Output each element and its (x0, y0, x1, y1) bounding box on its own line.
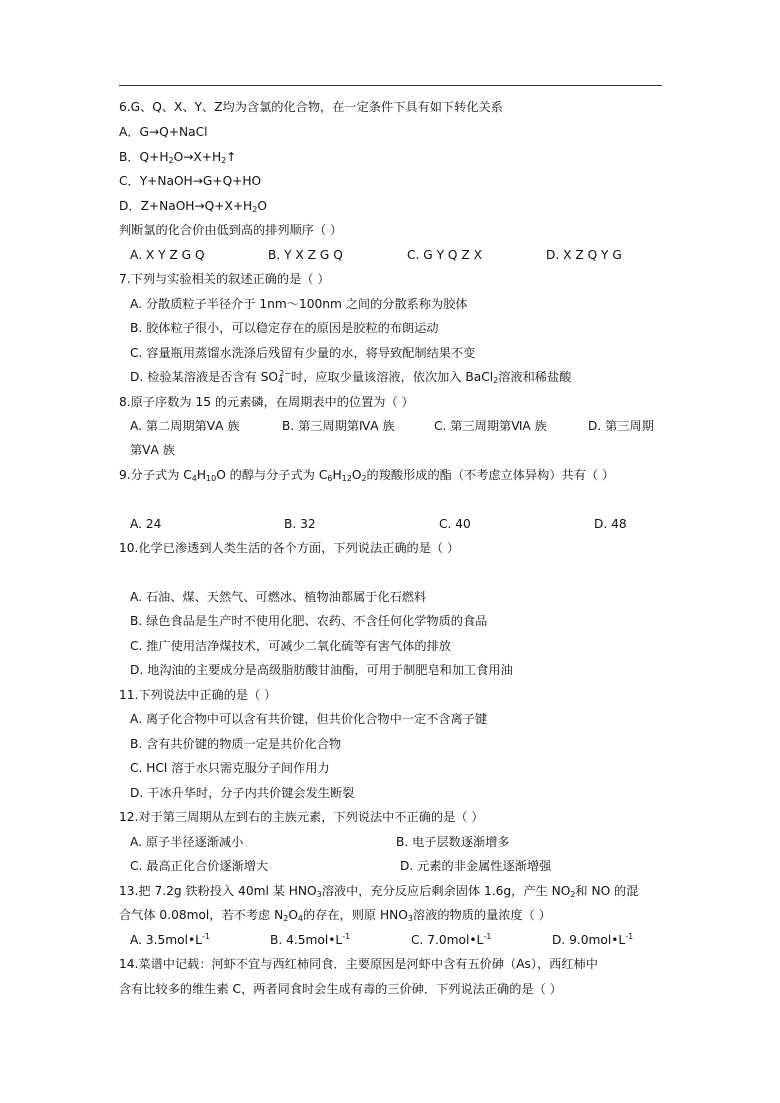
q6-stem: 6.G、Q、X、Y、Z均为含氯的化合物，在一定条件下具有如下转化关系 (119, 100, 503, 114)
q6-option-b: B. Y X Z G Q (268, 248, 343, 262)
q12-option-d: D. 元素的非金属性逐渐增强 (400, 859, 552, 873)
q13-option-d: D. $9.0mol•L^{-1}$ (552, 932, 634, 947)
q13-stem-line2: 合气体 0.08mol，若不考虑 $N_2O_4$的存在，则原 $HNO_3$溶液的物质的量浓度（ ） (119, 908, 551, 923)
q10-option-b: B. 绿色食品是生产时不使用化肥、农药、不含任何化学物质的食品 (130, 614, 488, 628)
q6-reaction-c: C．Y+NaOH→G+Q+HO (119, 174, 262, 188)
q6-judge: 判断氯的化合价由低到高的排列顺序（ ） (119, 223, 343, 237)
q12-option-a: A. 原子半径逐渐减小 (130, 835, 244, 849)
q8-option-d: D. 第三周期 (588, 419, 654, 433)
q13-option-a: A. $3.5mol•L^{-1}$ (130, 932, 210, 947)
q7-option-a: A. 分散质粒子半径介于 1nm～100nm 之间的分散系称为胶体 (130, 297, 468, 311)
q14-stem-line2: 含有比较多的维生素 C，两者同食时会生成有毒的三价砷．下列说法正确的是（ ） (119, 982, 562, 996)
q6-reaction-b: B．$Q+H_2O\to X+H_2↑$ (119, 150, 237, 165)
q13-option-c: C. $7.0mol•L^{-1}$ (411, 932, 492, 947)
q11-option-d: D. 干冰升华时，分子内共价键会发生断裂 (130, 786, 355, 800)
q6-option-d: D. X Z Q Y G (546, 248, 622, 262)
q7-stem: 7.下列与实验相关的叙述正确的是（ ） (119, 272, 330, 286)
q10-option-c: C. 推广使用洁净煤技术，可减少二氧化硫等有害气体的排放 (130, 639, 451, 653)
q11-stem: 11.下列说法中正确的是（ ） (119, 688, 277, 702)
q6-reaction-d: D．$Z+NaOH\to Q+X+H_2O$ (119, 199, 267, 214)
q7-option-d: D. 检验某溶液是否含有 $SO_4^{2-}$时，应取少量该溶液，依次加入 BaCl$_2$溶液和稀盐酸 (130, 369, 572, 385)
q7-option-c: C. 容量瓶用蒸馏水洗涤后残留有少量的水，将导致配制结果不变 (130, 346, 476, 360)
q12-option-c: C. 最高正化合价逐渐增大 (130, 859, 269, 873)
q6-option-c: C. G Y Q Z X (407, 248, 482, 262)
q8-stem: 8.原子序数为 15 的元素磷，在周期表中的位置为（ ） (119, 395, 414, 409)
q9-option-b: B. 32 (284, 517, 316, 531)
q9-option-a: A. 24 (130, 517, 162, 531)
q13-stem-line1: 13.把 7.2g 铁粉投入 40ml 某 $HNO_3$溶液中，充分反应后剩余固体 1.6g，产生 $NO_2$和 NO 的混 (119, 884, 639, 899)
q6-option-a: A. X Y Z G Q (130, 248, 205, 262)
q7-option-b: B. 胶体粒子很小，可以稳定存在的原因是胶粒的布朗运动 (130, 321, 439, 335)
q8-option-b: B. 第三周期第ⅣA 族 (282, 419, 395, 433)
q9-option-d: D. 48 (594, 517, 627, 531)
q9-option-c: C. 40 (439, 517, 471, 531)
q8-option-c: C. 第三周期第ⅥA 族 (434, 419, 547, 433)
q8-option-d-wrap: 第ⅤA 族 (130, 443, 175, 457)
q12-option-b: B. 电子层数逐渐增多 (396, 835, 510, 849)
q8-option-a: A. 第二周期第ⅤA 族 (130, 419, 240, 433)
q10-option-d: D. 地沟油的主要成分是高级脂肪酸甘油酯，可用于制肥皂和加工食用油 (130, 663, 513, 677)
q9-stem: 9.分子式为 $C_4H_{10}O$ 的醇与分子式为 $C_6H_{12}O_2$的羧酸形成的酯（不考虑立体异构）共有（ ） (119, 468, 615, 483)
q12-stem: 12.对于第三周期从左到右的主族元素，下列说法中不正确的是（ ） (119, 810, 484, 824)
q10-stem: 10.化学已渗透到人类生活的各个方面，下列说法正确的是（ ） (119, 541, 460, 555)
q11-option-c: C. HCl 溶于水只需克服分子间作用力 (130, 761, 330, 775)
q11-option-b: B. 含有共价键的物质一定是共价化合物 (130, 737, 342, 751)
q14-stem-line1: 14.菜谱中记载：河虾不宜与西红柿同食．主要原因是河虾中含有五价砷（As），西红柿中 (119, 957, 598, 971)
header-rule (119, 85, 662, 86)
q11-option-a: A. 离子化合物中可以含有共价键，但共价化合物中一定不含离子键 (130, 712, 488, 726)
q6-reaction-a: A．G→Q+NaCl (119, 125, 208, 139)
q13-option-b: B. $4.5mol•L^{-1}$ (270, 932, 351, 947)
q10-option-a: A. 石油、煤、天然气、可燃冰、植物油都属于化石燃料 (130, 590, 427, 604)
